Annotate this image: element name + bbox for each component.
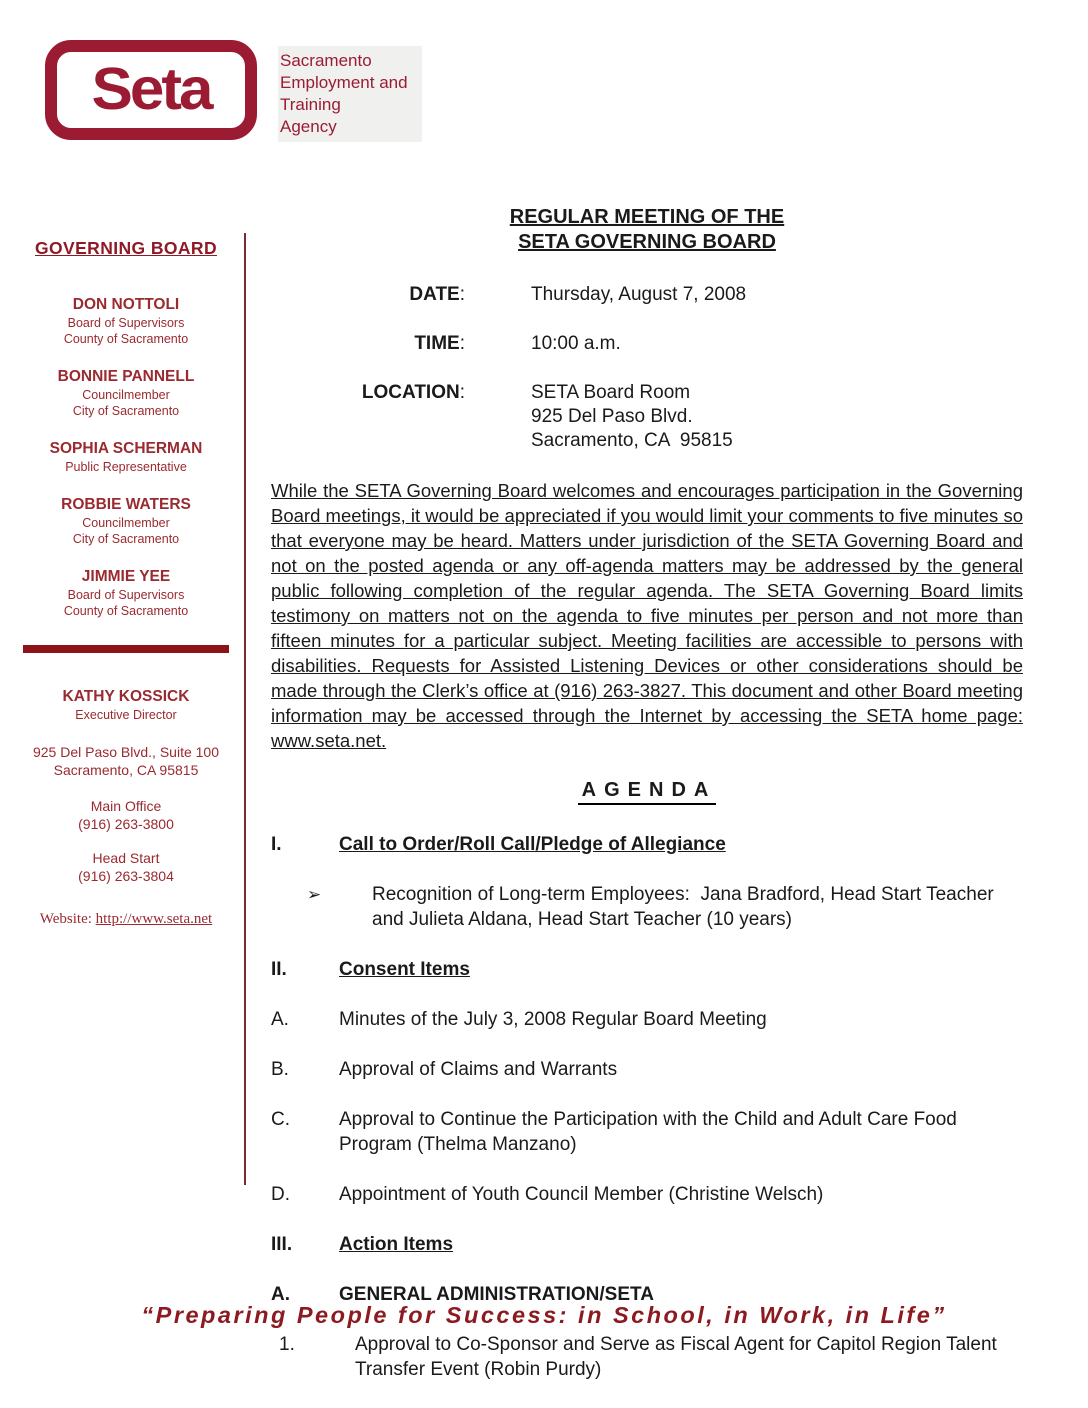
member-name: JIMMIE YEE [81, 568, 171, 585]
agenda-text: GENERAL ADMINISTRATION/SETA [339, 1284, 654, 1305]
meta-label-cell [271, 332, 465, 356]
meta-value-line: SETA Board Room [531, 382, 691, 403]
meta-row [271, 381, 1023, 453]
contact-label: Main Office [90, 798, 162, 814]
member-role: Councilmember [82, 516, 170, 530]
meta-value [531, 381, 733, 453]
meta-row [271, 283, 1023, 307]
website-label: Website: [39, 911, 96, 927]
meta-label-cell [271, 283, 465, 307]
tagline-line: Agency [280, 117, 337, 136]
meta-colon: : [459, 382, 465, 403]
meta-value [531, 332, 621, 356]
seta-logo [45, 40, 257, 140]
member-name: SOPHIA SCHERMAN [49, 440, 203, 457]
agenda-text: Approval to Continue the Participation with the Child and Adult Care Food Program (Thelma Manzano) [339, 1109, 963, 1155]
tagline-line: Sacramento [280, 51, 372, 70]
agenda-text: Action Items [339, 1234, 454, 1255]
contact-phone: (916) 263-3804 [78, 868, 174, 884]
member-role: Public Representative [65, 460, 187, 474]
agenda-marker: B. [271, 1059, 289, 1080]
sidebar-vertical-rule [244, 233, 246, 1185]
meta-value-line: 925 Del Paso Blvd. [531, 406, 693, 427]
member-role: City of Sacramento [72, 404, 180, 418]
meeting-title [271, 205, 1023, 255]
meeting-title-line2: SETA GOVERNING BOARD [518, 231, 776, 253]
member-list [20, 295, 232, 619]
agenda-heading-wrap [271, 779, 1023, 805]
tagline-line: Employment and [280, 73, 408, 92]
agenda-marker: A. [271, 1284, 290, 1305]
member [20, 439, 232, 475]
agenda-marker: A. [271, 1009, 289, 1030]
contact [20, 797, 232, 833]
public-notice: While the SETA Governing Board welcomes and encourages participation in the Governing Board meetings, it would be appreciated if you would limit your comments to five minutes so that everyone may be heard. Matters under jurisdiction of the SETA Governing Board and not on the posted agenda or any off-agenda matters may be addressed by the general public following completion of the regular agenda. The SETA Governing Board limits testimony on matters not on the agenda to five minutes per person and not more than fifteen minutes for a particular subject. Meeting facilities are accessible to persons with disabilities. Requests for Assisted Listening Devices or other considerations should be made through the Clerk’s office at (916) 263-3827. This document and other Board meeting information may be accessed through the Internet by accessing the SETA home page: www.seta.net. [271, 480, 1023, 751]
contact-phone: (916) 263-3800 [78, 816, 174, 832]
member-name: DON NOTTOLI [72, 296, 180, 313]
agenda-item [271, 1182, 1023, 1207]
footer [0, 1302, 1088, 1329]
footer-quote: “Preparing People for Success: in School, in Work, in Life” [141, 1302, 947, 1328]
agenda-text: Recognition of Long-term Employees: Jana Bradford, Head Start Teacher and Julieta Aldana, Head Start Teacher (10 years) [372, 884, 999, 930]
bullet-arrow-icon: ➢ [307, 885, 322, 904]
director-name: KATHY KOSSICK [62, 688, 190, 705]
contact [20, 849, 232, 885]
agenda-text: Minutes of the July 3, 2008 Regular Board Meeting [339, 1009, 767, 1030]
member [20, 367, 232, 419]
agenda-text: Approval of Claims and Warrants [339, 1059, 618, 1080]
agenda-item [271, 1007, 1023, 1032]
agenda-marker: 1. [279, 1334, 295, 1355]
governing-board-title: GOVERNING BOARD [35, 238, 217, 258]
member-name: ROBBIE WATERS [61, 496, 191, 513]
meta-label: TIME [414, 333, 460, 354]
agenda-item [271, 1232, 1023, 1257]
meta-rows [271, 283, 1023, 453]
member-role: City of Sacramento [72, 532, 180, 546]
sidebar [20, 238, 232, 928]
agenda-list [271, 832, 1023, 1382]
member [20, 295, 232, 347]
logo-tagline [278, 46, 422, 142]
seta-logo-wordmark: Seta [91, 56, 211, 123]
meta-label-cell [271, 381, 465, 453]
website-line [20, 911, 232, 928]
member [20, 567, 232, 619]
agenda-marker: II. [271, 959, 287, 980]
agenda-text: Approval to Co-Sponsor and Serve as Fiscal Agent for Capitol Region Talent Transfer Event (Robin Purdy) [355, 1334, 1002, 1380]
agenda-marker: I. [271, 834, 282, 855]
meta-label: DATE [409, 284, 460, 305]
member-role: County of Sacramento [63, 332, 189, 346]
address-line: 925 Del Paso Blvd., Suite 100 [32, 744, 219, 760]
member-role: Councilmember [82, 388, 170, 402]
agenda-marker: D. [271, 1184, 290, 1205]
meta-value [531, 283, 746, 307]
member-role: Board of Supervisors [67, 316, 185, 330]
sidebar-divider-bar [23, 645, 229, 653]
agenda-item [271, 957, 1023, 982]
meta-row [271, 332, 1023, 356]
meta-value-line: 10:00 a.m. [531, 333, 621, 354]
meta-colon: : [459, 284, 465, 305]
contact-label: Head Start [92, 850, 160, 866]
member-role: Board of Supervisors [67, 588, 185, 602]
meta-label: LOCATION [361, 382, 460, 403]
contact-list [20, 797, 232, 885]
meta-value-line: Sacramento, CA 95815 [531, 430, 733, 451]
meta-colon: : [459, 333, 465, 354]
agenda-text: Call to Order/Roll Call/Pledge of Allegiance [339, 834, 726, 855]
agenda-text: Appointment of Youth Council Member (Christine Welsch) [339, 1184, 824, 1205]
address-line: Sacramento, CA 95815 [53, 762, 199, 778]
agenda-marker: III. [271, 1234, 293, 1255]
agenda-marker: C. [271, 1109, 290, 1130]
agenda-item [271, 1107, 1023, 1157]
director-title: Executive Director [75, 708, 177, 722]
member-name: BONNIE PANNELL [57, 368, 195, 385]
meeting-title-line1: REGULAR MEETING OF THE [509, 206, 785, 228]
agenda-item [271, 832, 1023, 857]
agenda-item [271, 882, 1023, 932]
agenda-item [271, 1057, 1023, 1082]
agenda-item [271, 1332, 1023, 1382]
member-role: County of Sacramento [63, 604, 189, 618]
website-link[interactable]: http://www.seta.net [95, 911, 213, 927]
address [20, 743, 232, 779]
main-content [271, 205, 1023, 1407]
tagline-line: Training [280, 95, 341, 114]
agenda-text: Consent Items [339, 959, 470, 980]
member [20, 495, 232, 547]
meta-value-line: Thursday, August 7, 2008 [531, 284, 747, 305]
agenda-heading: AGENDA [578, 779, 717, 805]
